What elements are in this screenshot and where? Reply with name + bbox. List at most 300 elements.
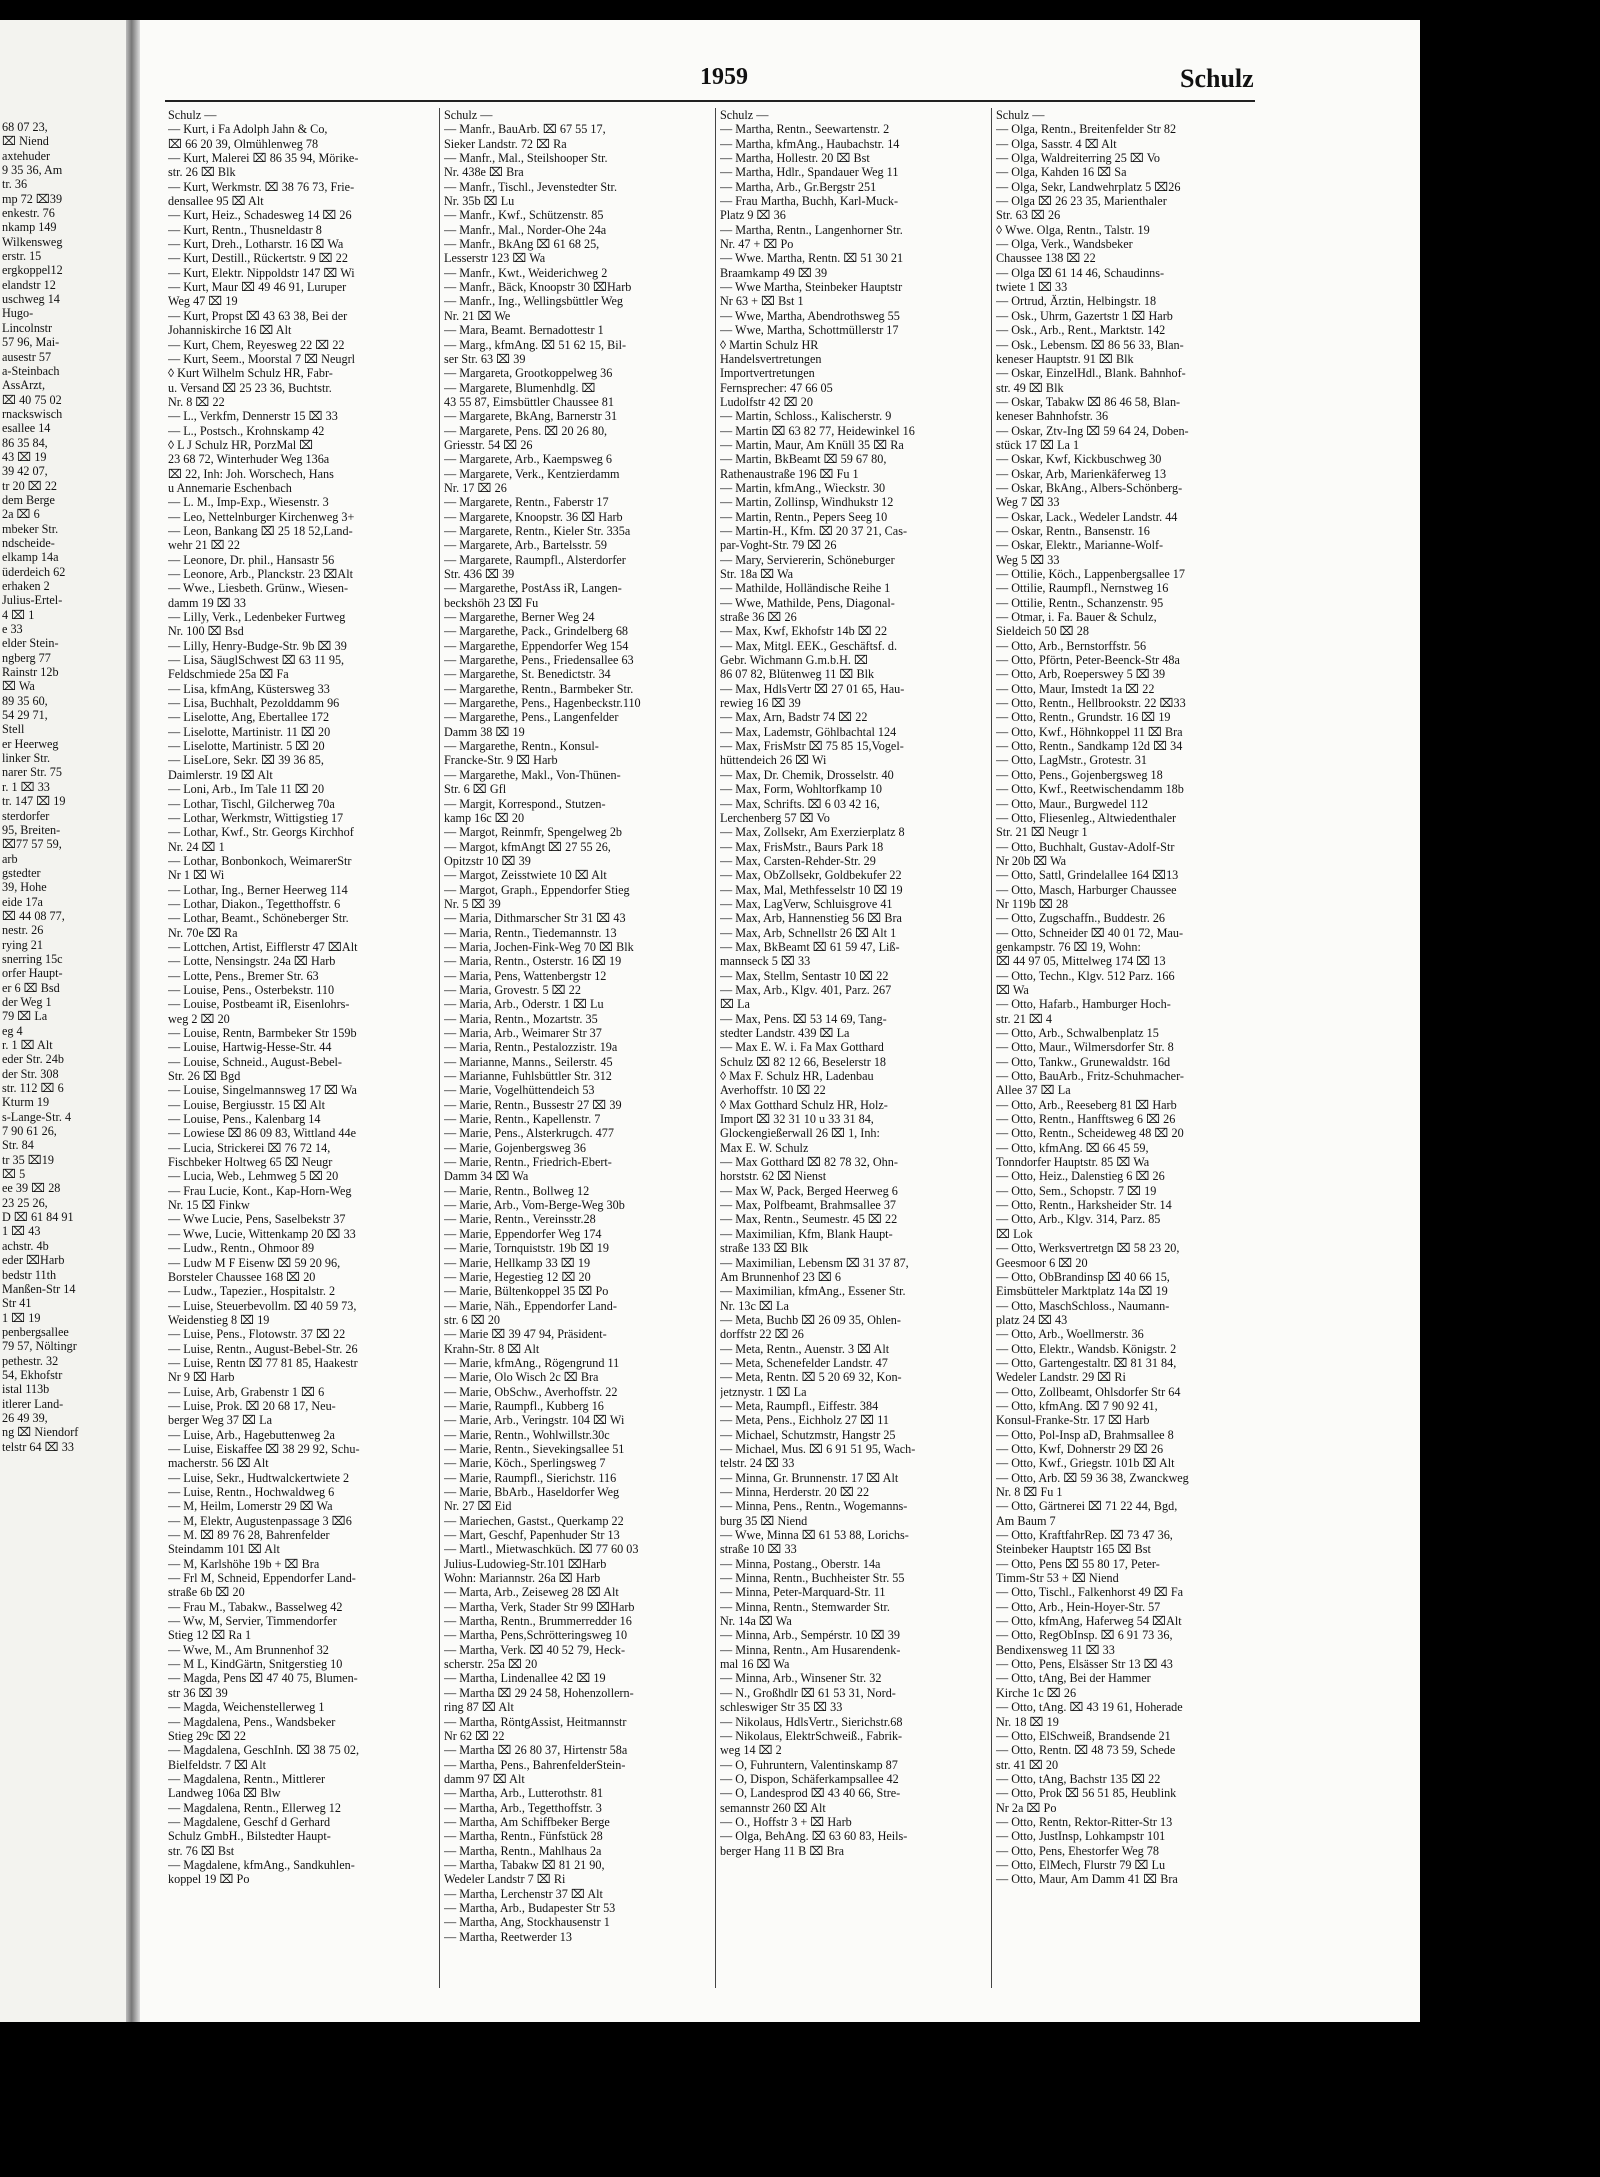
previous-page-line: nkamp 149 <box>2 220 57 235</box>
directory-line: — Max, Arb., Klgv. 401, Parz. 267 <box>720 982 892 997</box>
directory-line: — Marie, Rentn., Bussestr 27 ⌧ 39 <box>444 1097 622 1112</box>
directory-line: Damm 38 ⌧ 19 <box>444 724 525 739</box>
directory-line: — Otto, Techn., Klgv. 512 Parz. 166 <box>996 968 1175 983</box>
directory-line: — Margarethe, Pens., Hagenbeckstr.110 <box>444 696 641 711</box>
column-3 <box>720 108 980 1858</box>
directory-line: ⌧ 66 20 39, Olmühlenweg 78 <box>168 136 319 151</box>
directory-line: — Otto, Zugschaffn., Buddestr. 26 <box>996 911 1166 926</box>
directory-line: — Frau M., Tabakw., Basselweg 42 <box>168 1599 343 1614</box>
directory-line: — Minna, Rentn., Am Husarendenk- <box>720 1642 901 1657</box>
directory-line: Schulz GmbH., Bilstedter Haupt- <box>168 1829 331 1844</box>
directory-line: — Olga, Kahden 16 ⌧ Sa <box>996 165 1127 180</box>
directory-line: — Marie, Rentn., Wohlwillstr.30c <box>444 1427 610 1442</box>
directory-line: — Mart, Geschf, Papenhuder Str 13 <box>444 1528 620 1543</box>
directory-line: — Margarete, Arb., Kaempsweg 6 <box>444 452 612 467</box>
directory-line: Averhoffstr. 10 ⌧ 22 <box>720 1083 826 1098</box>
directory-line: — Martin, kfmAng., Wieckstr. 30 <box>720 480 886 495</box>
directory-line: — Max, LagVerw, Schluisgrove 41 <box>720 896 893 911</box>
directory-line: — Oskar, Rentn., Bansenstr. 16 <box>996 523 1150 538</box>
directory-line: — Max E. W. i. Fa Max Gotthard <box>720 1040 884 1055</box>
directory-line: — Otto, Arb., Schwalbenplatz 15 <box>996 1026 1159 1040</box>
directory-line: keneser Bahnhofstr. 36 <box>996 409 1109 424</box>
directory-line: Timm-Str 53 + ⌧ Niend <box>996 1571 1119 1586</box>
directory-line: platz 24 ⌧ 43 <box>996 1312 1068 1327</box>
directory-line: — Olga ⌧ 26 23 35, Marienthaler <box>996 194 1167 209</box>
directory-line: — Oskar, Ztv-Ing ⌧ 59 64 24, Doben- <box>996 423 1189 438</box>
previous-page-line: elder Stein- <box>2 636 59 651</box>
directory-line: — N., Großhdlr ⌧ 61 53 31, Nord- <box>720 1685 896 1700</box>
directory-line: — Margarete, Rentn., Faberstr 17 <box>444 495 609 510</box>
directory-line: — Otto, tAng, Bachstr 135 ⌧ 22 <box>996 1771 1161 1786</box>
directory-line: — Louise, Pens., Kalenbarg 14 <box>168 1112 321 1127</box>
previous-page-line: erhaken 2 <box>2 579 50 593</box>
directory-line: — Meta, Schenefelder Landstr. 47 <box>720 1355 888 1370</box>
directory-line: — Otto, Rentn., Hellbrookstr. 22 ⌧33 <box>996 696 1186 711</box>
directory-line: Nr. 35b ⌧ Lu <box>444 194 515 209</box>
directory-line: Steinbeker Hauptstr 165 ⌧ Bst <box>996 1542 1151 1557</box>
directory-line: — Otto, Rentn., Sandkamp 12d ⌧ 34 <box>996 739 1183 754</box>
directory-line: — Marie, Bültenkoppel 35 ⌧ Po <box>444 1284 609 1299</box>
directory-line: — Osk., Lebensm. ⌧ 86 56 33, Blan- <box>996 337 1184 352</box>
previous-page-line: tr. 36 <box>2 177 28 192</box>
previous-page-line: Stell <box>2 722 25 737</box>
directory-line: — Margarete, Blumenhdlg. ⌧ <box>444 380 596 395</box>
directory-line: — Minna, Herderstr. 20 ⌧ 22 <box>720 1485 870 1499</box>
directory-line: — Mary, Serviererin, Schöneburger <box>720 552 895 567</box>
directory-line: Weidenstieg 8 ⌧ 19 <box>168 1312 270 1327</box>
previous-page-line: Rainstr 12b <box>2 665 59 680</box>
directory-line: telstr. 24 ⌧ 33 <box>720 1456 795 1471</box>
directory-line: 86 07 82, Blütenweg 11 ⌧ Blk <box>720 667 875 682</box>
directory-line: — Marie, Raumpfl., Sierichstr. 116 <box>444 1470 617 1485</box>
directory-line: — Otto, Tankw., Grunewaldstr. 16d <box>996 1054 1171 1069</box>
directory-line: — M L, KindGärtn, Snitgerstieg 10 <box>168 1657 343 1672</box>
previous-page-line: arb <box>2 851 18 866</box>
directory-line: — Otto, Fliesenleg., Altwiedenthaler <box>996 810 1177 825</box>
directory-line: — Loni, Arb., Im Tale 11 ⌧ 20 <box>168 782 325 797</box>
directory-line: Weg 5 ⌧ 33 <box>996 552 1060 567</box>
directory-line: — Olga, Sasstr. 4 ⌧ Alt <box>996 136 1117 151</box>
directory-line: Johanniskirche 16 ⌧ Alt <box>168 323 292 338</box>
previous-page-line: ergkoppel12 <box>2 263 63 278</box>
directory-line: Nr 119b ⌧ 28 <box>996 896 1069 911</box>
directory-line: keneser Hauptstr. 91 ⌧ Blk <box>996 351 1134 366</box>
directory-line: — Margot, Zeisstwiete 10 ⌧ Alt <box>444 868 607 883</box>
directory-line: Fernsprecher: 47 66 05 <box>720 380 833 395</box>
directory-line: — Maria, Grovestr. 5 ⌧ 22 <box>444 982 581 997</box>
directory-line: — Kurt, Werkmstr. ⌧ 38 76 73, Frie- <box>168 179 355 194</box>
directory-line: weg 2 ⌧ 20 <box>168 1011 230 1026</box>
directory-line: — Margarethe, Pack., Grindelberg 68 <box>444 624 629 639</box>
directory-line: — Luise, Arb., Hagebuttenweg 2a <box>168 1427 335 1442</box>
directory-line: — Otto, Sattl, Grindelallee 164 ⌧13 <box>996 868 1179 883</box>
directory-line: Glockengießerwall 26 ⌧ 1, Inh: <box>720 1126 880 1141</box>
directory-line: — Marie, Raumpfl., Kubberg 16 <box>444 1398 604 1413</box>
previous-page-line: Manßen-Str 14 <box>2 1281 76 1296</box>
directory-line: — Wwe Martha, Steinbeker Hauptstr <box>720 280 903 295</box>
previous-page-line: 79 57, Nöltingr <box>2 1339 77 1354</box>
directory-line: — Louise, Hartwig-Hesse-Str. 44 <box>168 1040 332 1055</box>
directory-line: Braamkamp 49 ⌧ 39 <box>720 265 828 280</box>
directory-line: — Martha, Hollestr. 20 ⌧ Bst <box>720 151 870 166</box>
directory-line: — Otto, Schneider ⌧ 40 01 72, Mau- <box>996 925 1184 940</box>
directory-line: — Louise, Postbeamt iR, Eisenlohrs- <box>168 997 350 1012</box>
directory-line: — M, Heilm, Lomerstr 29 ⌧ Wa <box>168 1499 333 1514</box>
previous-page-line: e 33 <box>2 622 23 637</box>
directory-line: — Marie, Pens., Alsterkrugch. 477 <box>444 1126 614 1141</box>
directory-line: — Marie, Näh., Eppendorfer Land- <box>444 1298 617 1313</box>
directory-line: Feldschmiede 25a ⌧ Fa <box>168 667 289 682</box>
previous-page-line: 43 ⌧ 19 <box>2 449 47 464</box>
scan-border-top <box>0 0 1420 20</box>
directory-line: Nr 1 ⌧ Wi <box>168 868 225 883</box>
directory-line: — Meta, Raumpfl., Eiffestr. 384 <box>720 1398 879 1413</box>
directory-line: — Wwe. Martha, Rentn. ⌧ 51 30 21 <box>720 251 904 266</box>
previous-page-line: 39, Hohe <box>2 880 47 895</box>
directory-line: — Max, Zollsekr, Am Exerzierplatz 8 <box>720 825 905 840</box>
directory-line: Nr. 100 ⌧ Bsd <box>168 624 244 639</box>
directory-line: weg 14 ⌧ 2 <box>720 1743 782 1758</box>
directory-line: — Martha, Rentn., Mahlhaus 2a <box>444 1843 602 1858</box>
directory-line: — Magda, Weichenstellerweg 1 <box>168 1700 325 1715</box>
directory-line: — L., Postsch., Krohnskamp 42 <box>168 423 325 438</box>
directory-line: scherstr. 25a ⌧ 20 <box>444 1657 538 1672</box>
directory-line: Str. 21 ⌧ Neugr 1 <box>996 825 1088 840</box>
directory-line: — Martha, Pens,Schrötteringsweg 10 <box>444 1628 628 1643</box>
column-4 <box>996 108 1256 1887</box>
directory-line: — Max, BkBeamt ⌧ 61 59 47, Liß- <box>720 939 900 954</box>
directory-line: — Otto, Zollbeamt, Ohlsdorfer Str 64 <box>996 1384 1181 1399</box>
directory-line: — Minna, Peter-Marquard-Str. 11 <box>720 1585 886 1600</box>
directory-line: ⌧ Wa <box>996 982 1029 997</box>
directory-line: — Otto, Sem., Schopstr. 7 ⌧ 19 <box>996 1183 1157 1198</box>
directory-line: — Wwe, Minna ⌧ 61 53 88, Lorichs- <box>720 1528 909 1543</box>
directory-line: — Lotte, Nensingstr. 24a ⌧ Harb <box>168 954 336 969</box>
directory-line: — Magdalena, Rentn., Mittlerer <box>168 1771 326 1786</box>
previous-page-line: gstedter <box>2 865 41 880</box>
previous-page-line: 89 35 60, <box>2 693 48 708</box>
directory-line: — Otto, Gärtnerei ⌧ 71 22 44, Bgd, <box>996 1499 1178 1514</box>
directory-line: Str. 26 ⌧ Bgd <box>168 1069 241 1084</box>
directory-line: — Otto, MaschSchloss., Naumann- <box>996 1298 1170 1313</box>
directory-line: — Ottilie, Rentn., Schanzenstr. 95 <box>996 595 1164 610</box>
directory-line: — Martha, Rentn., Fünfstück 28 <box>444 1829 603 1844</box>
previous-page-line: ngberg 77 <box>2 650 51 665</box>
directory-line: — Margarete, Rentn., Kieler Str. 335a <box>444 523 631 538</box>
book-gutter <box>126 20 140 2022</box>
previous-page-line: narer Str. 75 <box>2 765 62 780</box>
directory-line: — Martha, Lindenallee 42 ⌧ 19 <box>444 1671 606 1686</box>
directory-line: — Otto, Arb., Klgv. 314, Parz. 85 <box>996 1212 1161 1227</box>
directory-line: — M, Karlshöhe 19b + ⌧ Bra <box>168 1556 320 1571</box>
directory-line: Weg 47 ⌧ 19 <box>168 294 238 309</box>
directory-line: — Minna, Rentn., Buchheister Str. 55 <box>720 1571 905 1586</box>
directory-line: — Otto, Arb., Reeseberg 81 ⌧ Harb <box>996 1097 1177 1112</box>
directory-line: dorffstr 22 ⌧ 26 <box>720 1327 804 1342</box>
previous-page-line: nestr. 26 <box>2 923 44 938</box>
previous-page-line: Lincolnstr <box>2 320 53 335</box>
previous-page-line: 57 96, Mai- <box>2 335 60 350</box>
directory-line: — Otto, Arb, Roeperswey 5 ⌧ 39 <box>996 667 1166 682</box>
directory-line: — Otto, Pförtn, Peter-Beenck-Str 48a <box>996 653 1180 668</box>
directory-line: Importvertretungen <box>720 366 815 381</box>
directory-line: — Manfr., BauArb. ⌧ 67 55 17, <box>444 122 606 137</box>
directory-line: Nr 20b ⌧ Wa <box>996 853 1067 868</box>
directory-line: semannstr 260 ⌧ Alt <box>720 1800 826 1815</box>
directory-line: — Max, Arb, Hannenstieg 56 ⌧ Bra <box>720 911 902 926</box>
previous-page-line: erstr. 15 <box>2 249 42 264</box>
directory-line: — Lothar, Ing., Berner Heerweg 114 <box>168 882 348 897</box>
directory-line: — Otto, Arb., Woellmerstr. 36 <box>996 1327 1144 1342</box>
previous-page-line: 86 35 84, <box>2 435 48 450</box>
previous-page-line: 39 42 07, <box>2 464 48 479</box>
directory-line: — Oskar, Tabakw ⌧ 86 46 58, Blan- <box>996 394 1181 409</box>
directory-line: — Otto, Gartengestaltr. ⌧ 81 31 84, <box>996 1355 1177 1370</box>
previous-page-line: Hugo- <box>2 306 34 321</box>
directory-line: berger Weg 37 ⌧ La <box>168 1413 272 1428</box>
directory-line: Str. 63 ⌧ 26 <box>996 208 1061 223</box>
directory-line: — Otto, Arb. ⌧ 59 36 38, Zwanckweg <box>996 1470 1189 1485</box>
directory-line: — Marianne, Fuhlsbüttler Str. 312 <box>444 1069 612 1084</box>
directory-line: — Martha, Arb., Lutterothstr. 81 <box>444 1786 604 1801</box>
directory-line: stück 17 ⌧ La 1 <box>996 437 1080 452</box>
previous-page-line: 26 49 39, <box>2 1410 48 1425</box>
directory-line: Francke-Str. 9 ⌧ Harb <box>444 753 558 768</box>
directory-line: — Otto, BauArb., Fritz-Schuhmacher- <box>996 1069 1184 1084</box>
directory-line: Bielfeldstr. 7 ⌧ Alt <box>168 1757 266 1772</box>
directory-line: Stieg 12 ⌧ Ra 1 <box>168 1628 252 1643</box>
directory-line: berger Hang 11 B ⌧ Bra <box>720 1843 845 1858</box>
directory-line: Schulz — <box>996 108 1045 122</box>
directory-line: — Otto, kfmAng. ⌧ 7 90 92 41, <box>996 1398 1158 1413</box>
directory-line: — Martha, Rentn., Seewartenstr. 2 <box>720 122 890 137</box>
directory-line: Str. 436 ⌧ 39 <box>444 567 515 581</box>
directory-line: 43 55 87, Eimsbüttler Chaussee 81 <box>444 394 614 409</box>
directory-line: — Martha ⌧ 26 80 37, Hirtenstr 58a <box>444 1743 628 1758</box>
previous-page-line: elandstr 12 <box>2 277 56 292</box>
directory-line: Damm 34 ⌧ Wa <box>444 1169 529 1184</box>
directory-line: — Otto, Rentn., Grundstr. 16 ⌧ 19 <box>996 710 1171 725</box>
directory-line: — Olga, Waldreiterring 25 ⌧ Vo <box>996 151 1161 166</box>
directory-line: Nr. 15 ⌧ Finkw <box>168 1198 250 1213</box>
directory-line: — Max, Stellm, Sentastr 10 ⌧ 22 <box>720 968 889 983</box>
directory-line: — Otto, Maur, Am Damm 41 ⌧ Bra <box>996 1872 1178 1887</box>
directory-line: — Margarethe, Berner Weg 24 <box>444 610 595 625</box>
directory-line: — Martin, Schloss., Kalischerstr. 9 <box>720 409 892 424</box>
directory-line: Nr 62 ⌧ 22 <box>444 1728 505 1743</box>
directory-line: — Frau Martha, Buchh, Karl-Muck- <box>720 194 899 209</box>
directory-line: — Max W, Pack, Berged Heerweg 6 <box>720 1183 898 1198</box>
directory-line: mal 16 ⌧ Wa <box>720 1657 790 1672</box>
directory-line: Nr 2a ⌧ Po <box>996 1800 1057 1815</box>
previous-page-line: tr 20 ⌧ 22 <box>2 478 58 493</box>
directory-line: — Mariechen, Gastst., Querkamp 22 <box>444 1513 624 1528</box>
previous-page-line: telstr 64 ⌧ 33 <box>2 1439 74 1454</box>
directory-line: Nr 63 + ⌧ Bst 1 <box>720 294 804 309</box>
directory-line: Nr. 8 ⌧ Fu 1 <box>996 1485 1063 1499</box>
directory-line: — Otto, kfmAng. ⌧ 66 45 59, <box>996 1140 1149 1155</box>
directory-line: — Marie, Rentn., Kapellenstr. 7 <box>444 1112 601 1127</box>
directory-line: — Manfr., Ing., Wellingsbüttler Weg <box>444 294 624 309</box>
directory-line: — Max, Form, Wohltorfkamp 10 <box>720 782 882 797</box>
directory-line: — Martin-H., Kfm. ⌧ 20 37 21, Cas- <box>720 523 908 538</box>
directory-line: ◊ Wwe. Olga, Rentn., Talstr. 19 <box>996 222 1150 237</box>
directory-line: — Margit, Korrespond., Stutzen- <box>444 796 606 811</box>
directory-line: — Magdalena, Rentn., Ellerweg 12 <box>168 1800 341 1815</box>
directory-line: — Lothar, Beamt., Schöneberger Str. <box>168 911 349 926</box>
previous-page-line: ⌧ 5 <box>2 1167 26 1182</box>
directory-line: straße 36 ⌧ 26 <box>720 610 797 625</box>
previous-page-line: istal 113b <box>2 1382 50 1397</box>
directory-line: — Leonore, Dr. phil., Hansastr 56 <box>168 552 335 567</box>
column-divider <box>715 108 716 1988</box>
previous-page-line: tr. 147 ⌧ 19 <box>2 794 66 809</box>
previous-page-line: eide 17a <box>2 894 43 909</box>
directory-line: — Otto, ObBrandinsp ⌧ 40 66 15, <box>996 1269 1170 1284</box>
directory-line: — Otto, tAng, Bei der Hammer <box>996 1671 1151 1686</box>
directory-line: — Martin ⌧ 63 82 77, Heidewinkel 16 <box>720 423 915 438</box>
directory-line: schleswiger Str 35 ⌧ 33 <box>720 1700 843 1715</box>
directory-line: — Marie, kfmAng., Rögengrund 11 <box>444 1355 620 1370</box>
directory-line: Ludolfstr 42 ⌧ 20 <box>720 394 813 409</box>
directory-line: Krahn-Str. 8 ⌧ Alt <box>444 1341 540 1356</box>
directory-line: — Otto, Pol-Insp aD, Brahmsallee 8 <box>996 1427 1174 1442</box>
directory-line: str. 76 ⌧ Bst <box>168 1843 235 1858</box>
directory-line: — Minna, Rentn., Stemwarder Str. <box>720 1599 890 1614</box>
directory-line: — Louise, Bergiusstr. 15 ⌧ Alt <box>168 1097 326 1112</box>
directory-line: — Osk., Uhrm, Gazertstr 1 ⌧ Harb <box>996 308 1173 323</box>
previous-page-line: orfer Haupt- <box>2 966 63 981</box>
directory-line: — Marie, Rentn., Vereinsstr.28 <box>444 1212 596 1227</box>
directory-line: Nr. 17 ⌧ 26 <box>444 480 507 495</box>
directory-line: ser Str. 63 ⌧ 39 <box>444 351 526 366</box>
previous-page-line: 9 35 36, Am <box>2 163 63 178</box>
directory-line: — Martha, Am Schiffbeker Berge <box>444 1814 610 1829</box>
directory-line: — Lothar, Tischl, Gilcherweg 70a <box>168 796 335 811</box>
directory-line: — Louise, Pens., Osterbekstr. 110 <box>168 982 335 997</box>
directory-line: — Marie, Eppendorfer Weg 174 <box>444 1226 602 1241</box>
directory-line: — LiseLore, Sekr. ⌧ 39 36 85, <box>168 753 324 768</box>
directory-line: — Ottilie, Köch., Lappenbergsallee 17 <box>996 567 1185 581</box>
directory-line: — Otto, tAng. ⌧ 43 19 61, Hoherade <box>996 1700 1183 1715</box>
directory-line: Nr. 5 ⌧ 39 <box>444 896 501 911</box>
directory-line: — Otto, KraftfahrRep. ⌧ 73 47 36, <box>996 1528 1173 1543</box>
directory-line: — Max, Pens. ⌧ 53 14 69, Tang- <box>720 1011 887 1026</box>
directory-line: Konsul-Franke-Str. 17 ⌧ Harb <box>996 1413 1150 1428</box>
directory-line: u. Versand ⌧ 25 23 36, Buchtstr. <box>168 380 332 395</box>
directory-line: — Lilly, Verk., Ledenbeker Furtweg <box>168 610 346 625</box>
directory-line: Nr. 18 ⌧ 19 <box>996 1714 1059 1729</box>
directory-line: Bendixensweg 11 ⌧ 33 <box>996 1642 1115 1657</box>
directory-line: — Max, FrisMstr., Baurs Park 18 <box>720 839 884 854</box>
directory-line: — Kurt, Destill., Rückertstr. 9 ⌧ 22 <box>168 251 348 266</box>
previous-page-line: ndscheide- <box>2 535 55 550</box>
directory-line: stedter Landstr. 439 ⌧ La <box>720 1026 850 1040</box>
previous-page-line: str. 112 ⌧ 6 <box>2 1081 64 1096</box>
directory-line: — Maria, Jochen-Fink-Weg 70 ⌧ Blk <box>444 939 634 954</box>
directory-line: — Martha, Lerchenstr 37 ⌧ Alt <box>444 1886 603 1901</box>
previous-page-line: ⌧ 44 08 77, <box>2 908 65 923</box>
directory-line: — Mara, Beamt. Bernadottestr 1 <box>444 323 604 338</box>
directory-line: — Minna, Arb., Sempérstr. 10 ⌧ 39 <box>720 1628 900 1643</box>
directory-line: — Maximilian, Kfm, Blank Haupt- <box>720 1226 893 1241</box>
directory-line: — Margot, Reinmfr, Spengelweg 2b <box>444 825 623 840</box>
previous-page-line: tr 35 ⌧19 <box>2 1152 54 1167</box>
directory-line: Daimlerstr. 19 ⌧ Alt <box>168 767 273 782</box>
column-divider <box>439 108 440 1988</box>
directory-line: Str. 18a ⌧ Wa <box>720 567 794 581</box>
directory-line: — Ortrud, Ärztin, Helbingstr. 18 <box>996 294 1157 309</box>
directory-line: — Otto, Rentn., Scheideweg 48 ⌧ 20 <box>996 1126 1184 1141</box>
directory-line: — Otto, Arb., Hein-Hoyer-Str. 57 <box>996 1599 1161 1614</box>
directory-line: — Louise, Rentn, Barmbeker Str 159b <box>168 1026 357 1040</box>
directory-line: twiete 1 ⌧ 33 <box>996 280 1068 295</box>
previous-page-line: snerring 15c <box>2 951 63 966</box>
directory-line: — Marie, Rentn., Sievekingsallee 51 <box>444 1441 625 1456</box>
directory-line: — Marianne, Manns., Seilerstr. 45 <box>444 1054 613 1069</box>
directory-line: — Martha, Arb., Tegetthoffstr. 3 <box>444 1800 602 1815</box>
directory-line: — Martha, Rentn., Langenhorner Str. <box>720 222 903 237</box>
directory-line: Import ⌧ 32 31 10 u 33 31 84, <box>720 1112 874 1127</box>
previous-page-line: r. 1 ⌧ Alt <box>2 1038 53 1052</box>
directory-line: — Oskar, Arb, Marienkäferweg 13 <box>996 466 1167 481</box>
directory-line: — Meta, Rentn., Auenstr. 3 ⌧ Alt <box>720 1341 890 1356</box>
previous-page-line: er Heerweg <box>2 736 59 751</box>
directory-line: — Liselotte, Martinistr. 5 ⌧ 20 <box>168 739 325 754</box>
column-2 <box>444 108 704 1944</box>
previous-page-edge <box>0 20 130 2022</box>
column-1 <box>168 108 428 1887</box>
directory-line: — Margarethe, PostAss iR, Langen- <box>444 581 622 596</box>
directory-line: — Magdalena, GeschInh. ⌧ 38 75 02, <box>168 1743 360 1758</box>
directory-line: — Wwe Lucie, Pens, Saselbekstr 37 <box>168 1212 346 1227</box>
directory-line: — Marie, Vogelhüttendeich 53 <box>444 1083 595 1098</box>
directory-line: — Meta, Buchb ⌧ 26 09 35, Ohlen- <box>720 1312 901 1327</box>
directory-line: — Otto, Pens ⌧ 55 80 17, Peter- <box>996 1556 1160 1571</box>
directory-line: — Kurt, Rentn., Thusneldastr 8 <box>168 222 322 237</box>
directory-line: — Maria, Rentn., Pestalozzistr. 19a <box>444 1040 618 1055</box>
previous-page-line: elkamp 14a <box>2 550 59 565</box>
directory-line: — Otto, ElSchweiß, Brandsende 21 <box>996 1728 1171 1743</box>
directory-line: — Otto, Prok ⌧ 56 51 85, Heublink <box>996 1786 1177 1801</box>
directory-line: Lesserstr 123 ⌧ Wa <box>444 251 546 266</box>
directory-line: Allee 37 ⌧ La <box>996 1083 1071 1098</box>
directory-line: — Max, Mitgl. EEK., Geschäftsf. d. <box>720 638 898 653</box>
directory-line: — Otto, LagMstr., Grotestr. 31 <box>996 753 1147 768</box>
column-divider <box>991 108 992 1988</box>
directory-line: — Max, Polfbeamt, Brahmsallee 37 <box>720 1198 897 1213</box>
previous-page-line: pethestr. 32 <box>2 1353 59 1368</box>
directory-line: — Otto, Pens., Gojenbergsweg 18 <box>996 767 1163 782</box>
directory-line: ◊ L J Schulz HR, PorzMal ⌧ <box>168 437 314 452</box>
directory-line: — Lottchen, Artist, Eifflerstr 47 ⌧Alt <box>168 939 358 954</box>
directory-line: Nr. 24 ⌧ 1 <box>168 839 225 854</box>
directory-line: — Otto, Pens, Ehestorfer Weg 78 <box>996 1843 1159 1858</box>
directory-line: ring 87 ⌧ Alt <box>444 1700 514 1715</box>
previous-page-line: 54, Ekhofstr <box>2 1367 63 1382</box>
previous-page-line: D ⌧ 61 84 91 <box>2 1210 74 1225</box>
directory-line: — Kurt, Propst ⌧ 43 63 38, Bei der <box>168 308 348 323</box>
header-rule <box>165 100 1255 102</box>
scan-border-bottom <box>0 2022 1420 2177</box>
directory-line: — Margarete, BkAng, Barnerstr 31 <box>444 409 618 424</box>
directory-line: — Otto, Rentn., Harksheider Str. 14 <box>996 1198 1172 1213</box>
directory-line: — Liselotte, Martinistr. 11 ⌧ 20 <box>168 724 331 739</box>
directory-line: — Luise, Sekr., Hudtwalckertwiete 2 <box>168 1470 350 1485</box>
previous-page-line: 7 90 61 26, <box>2 1124 57 1139</box>
directory-line: — Maximilian, Lebensm ⌧ 31 37 87, <box>720 1255 909 1270</box>
directory-line: — Otto, JustInsp, Lohkampstr 101 <box>996 1829 1166 1844</box>
